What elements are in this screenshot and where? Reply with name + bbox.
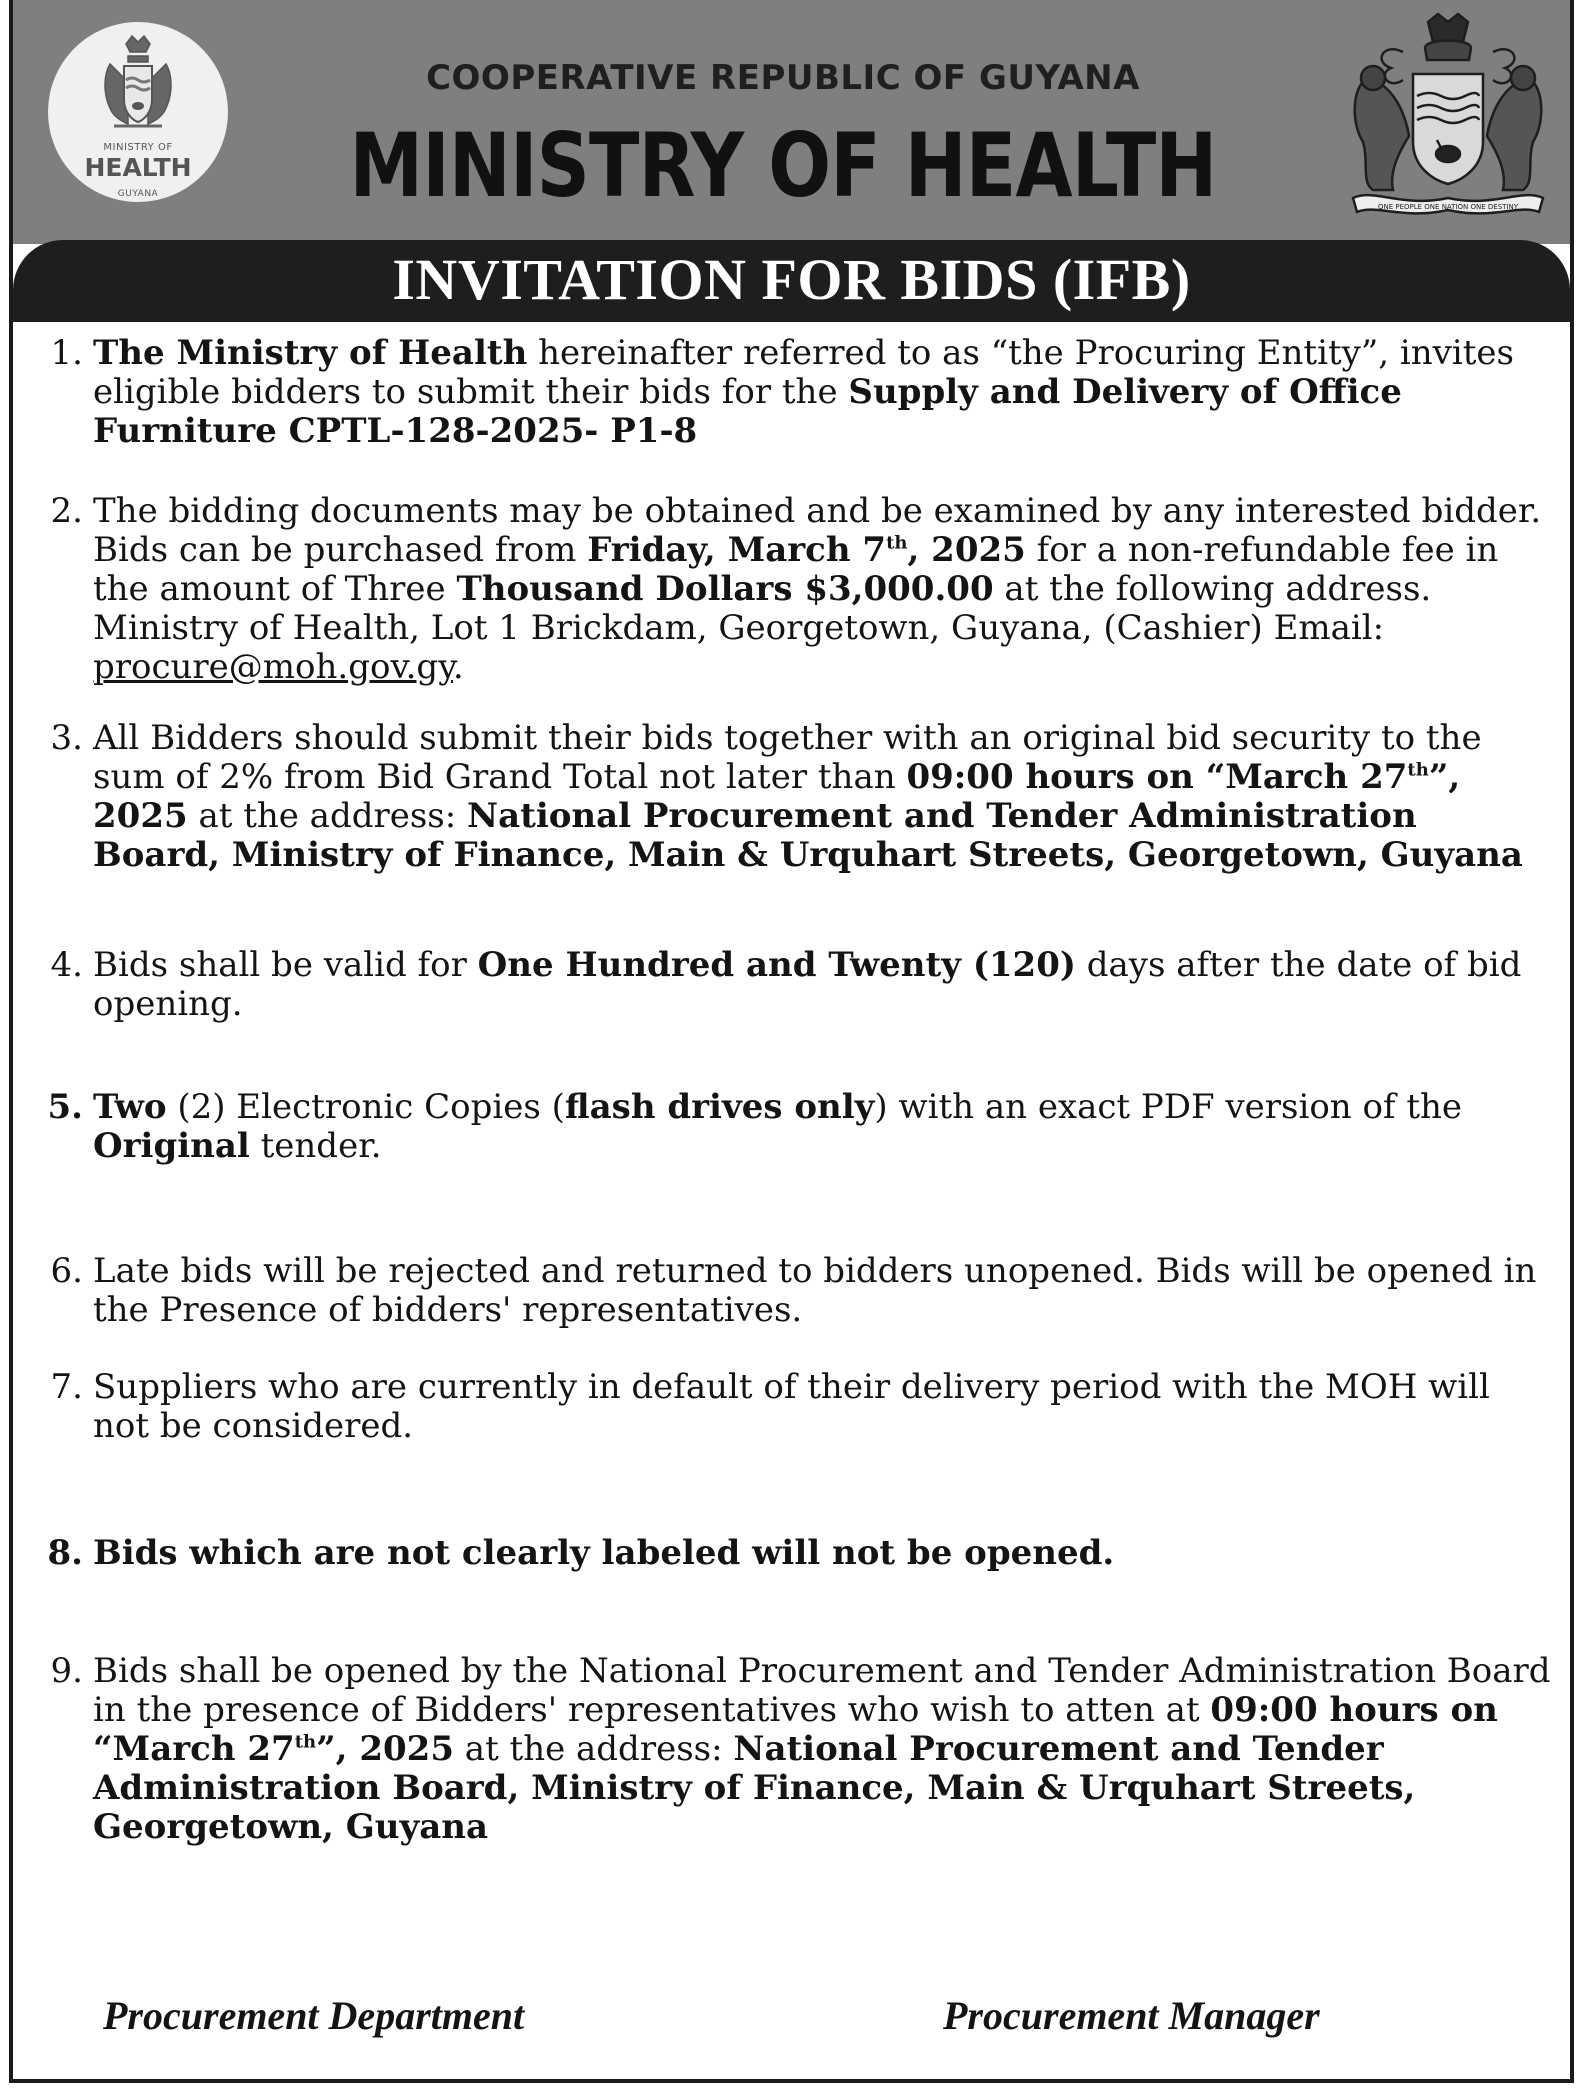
item-text-segment: at the address: [453,1729,734,1769]
list-item [43,1652,1553,1847]
item-text-segment: Original [93,1126,250,1166]
list-item [43,1088,1553,1166]
item-text-segment: Thousand Dollars $3,000.00 [456,569,994,609]
ministry-logo [48,22,228,202]
item-text-segment: for a non-refundable fee in the amount of Three [93,530,1499,609]
item-number: 3. [50,718,83,758]
coat-motto: ONE PEOPLE ONE NATION ONE DESTINY [1377,203,1519,211]
item-number: 8. [47,1533,83,1573]
item-text [93,334,1553,451]
item-text-segment: Suppliers who are currently in default of their delivery period with the MOH will not be considered. [93,1367,1490,1446]
item-text-segment: Supply and Delivery of Office Furniture CPTL-128-2025- P1-8 [93,372,1402,451]
item-text-segment: 09:00 hours on “March 27 [906,757,1408,797]
list-item [43,1368,1553,1446]
item-text-segment: The Ministry of Health [93,333,528,373]
item-text-segment: ) with an exact PDF version of the [874,1087,1463,1127]
item-text-segment: at the following address. Ministry of Health, Lot 1 Brickdam, Georgetown, Guyana, (Cashier) Email: [93,569,1432,648]
notice-frame [9,0,1574,2083]
item-text-segment: . [452,647,464,687]
item-text [93,1368,1553,1446]
item-text-segment: Late bids will be rejected and returned to bidders unopened. Bids will be opened in the Presence of bidders' representatives. [93,1251,1537,1330]
item-text-segment: days after the date of bid opening. [93,945,1522,1024]
item-text-segment: th [1407,759,1429,781]
banner-title: INVITATION FOR BIDS (IFB) [392,247,1191,312]
item-text [93,946,1553,1024]
item-text [93,1252,1553,1330]
list-item [43,1252,1553,1330]
header-band [13,0,1570,244]
item-text-segment: Two [93,1087,167,1127]
list-item [43,946,1553,1024]
item-text-segment: The bidding documents may be obtained and be examined by any interested bidder. Bids can be purchased from [93,491,1542,570]
item-text [93,1088,1553,1166]
item-text-segment: (2) Electronic Copies ( [166,1087,565,1127]
logo-bottom-text: GUYANA [117,189,159,199]
item-text-segment: One Hundred and Twenty (120) [477,945,1076,985]
item-number: 4. [50,945,83,985]
list-item [43,492,1553,687]
country-name: COOPERATIVE REPUBLIC OF GUYANA [426,58,1140,98]
item-text-segment: Bids which are not clearly labeled will not be opened. [93,1533,1115,1573]
footer-manager: Procurement Manager [943,1993,1320,2038]
item-text [93,1534,1553,1573]
item-number: 9. [50,1651,83,1691]
item-text-segment: ”, 2025 [316,1729,454,1769]
item-text-segment: tender. [249,1126,382,1166]
ministry-title: MINISTRY OF HEALTH [349,114,1217,217]
item-text-segment: , 2025 [907,530,1026,570]
item-number: 5. [47,1087,83,1127]
item-text-segment: at the address: [187,796,468,836]
item-text-segment: Bids shall be opened by the National Procurement and Tender Administration Board in the presence of Bidders' representatives who wish to atten at [93,1651,1551,1730]
coat-of-arms-icon [1333,12,1563,227]
item-text-segment: flash drives only [564,1087,875,1127]
item-text-segment: 09:00 hours on “March 27 [93,1690,1498,1769]
list-item [43,719,1553,875]
list-item [43,334,1553,451]
item-number: 1. [50,333,83,373]
item-text-segment: Bids shall be valid for [93,945,478,985]
item-text-segment: All Bidders should submit their bids together with an original bid security to the sum of 2% from Bid Grand Total not later than [93,718,1482,797]
item-text-segment: hereinafter referred to as “the Procuring Entity”, invites eligible bidders to submit their bids for the [93,333,1514,412]
logo-top-text: MINISTRY OF [103,142,173,153]
item-text [93,1652,1553,1847]
footer-department: Procurement Department [103,1993,525,2038]
item-text [93,492,1553,687]
item-number: 7. [50,1367,83,1407]
item-text-segment: ”, 2025 [93,757,1461,836]
item-text [93,719,1553,875]
item-text-segment: th [294,1731,317,1753]
item-text-segment: Friday, March 7 [587,530,887,570]
list-item [43,1534,1553,1573]
item-text-segment: National Procurement and Tender Administration Board, Ministry of Finance, Main & Urquhart Streets, Georgetown, Guyana [93,796,1523,875]
item-text-segment: National Procurement and Tender Administration Board, Ministry of Finance, Main & Urquhart Streets, Georgetown, Guyana [93,1729,1416,1847]
item-number: 2. [50,491,83,531]
logo-main-text: HEALTH [84,153,192,182]
email-link[interactable]: procure@moh.gov.gy [93,647,453,687]
item-text-segment: th [886,532,908,554]
item-number: 6. [50,1251,83,1291]
